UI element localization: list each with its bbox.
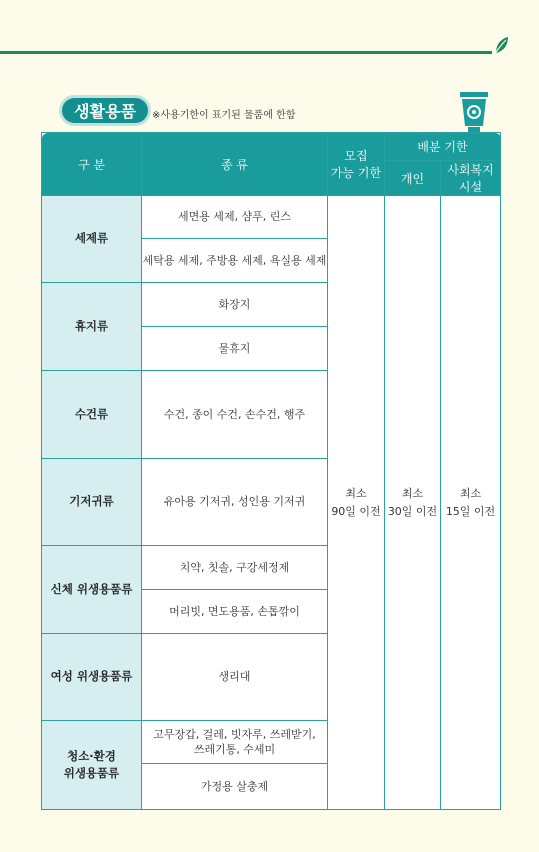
header-facility: 사회복지 시설 [441, 161, 501, 196]
header-category: 구 분 [42, 133, 142, 196]
category-cell: 기저귀류 [42, 459, 142, 546]
category-cell: 휴지류 [42, 283, 142, 371]
category-cell: 여성 위생용품류 [42, 634, 142, 721]
cream-tube-icon [457, 92, 491, 134]
category-cell: 청소·환경 위생용품류 [42, 721, 142, 810]
household-items-table [41, 132, 501, 810]
collect-period-value: 최소 90일 이전 [328, 196, 385, 810]
header-distribute-period: 배분 기한 [385, 133, 501, 161]
item-cell: 세탁용 세제, 주방용 세제, 욕실용 세제 [142, 239, 328, 283]
item-cell: 가정용 살충제 [142, 764, 328, 810]
header-collect-period: 모집 가능 기한 [328, 133, 385, 196]
leaf-icon [490, 33, 514, 57]
item-cell: 치약, 칫솔, 구강세정제 [142, 546, 328, 590]
section-note: ※사용기한이 표기된 물품에 한함 [152, 110, 296, 121]
section-title: 생활용품 [62, 98, 148, 123]
item-cell: 물휴지 [142, 327, 328, 371]
item-cell: 수건, 종이 수건, 손수건, 행주 [142, 371, 328, 459]
top-divider [0, 51, 492, 54]
header-individual: 개인 [385, 161, 441, 196]
item-cell: 머리빗, 면도용품, 손톱깎이 [142, 590, 328, 634]
item-cell: 세면용 세제, 샴푸, 린스 [142, 196, 328, 239]
category-cell: 수건류 [42, 371, 142, 459]
header-type: 종 류 [142, 133, 328, 196]
facility-period-value: 최소 15일 이전 [441, 196, 501, 810]
category-cell: 신체 위생용품류 [42, 546, 142, 634]
category-cell: 세제류 [42, 196, 142, 283]
item-cell: 고무장갑, 걸레, 빗자루, 쓰레받기, 쓰레기통, 수세미 [142, 721, 328, 764]
item-cell: 생리대 [142, 634, 328, 721]
item-cell: 유아용 기저귀, 성인용 기저귀 [142, 459, 328, 546]
item-cell: 화장지 [142, 283, 328, 327]
individual-period-value: 최소 30일 이전 [385, 196, 441, 810]
